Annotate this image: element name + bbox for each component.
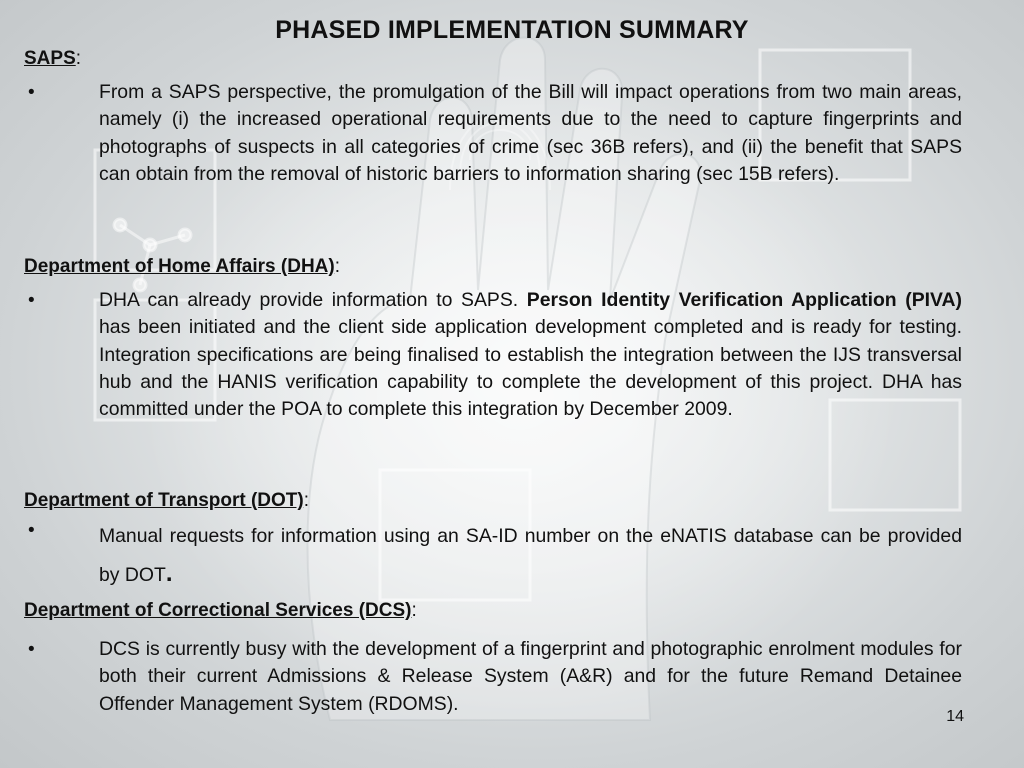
bullet-dha-rest: has been initiated and the client side application development completed and is ready for testing. Integration specifications are being finalised to establish the integration between the IJS transversal hub and the HANIS verification capability to complete the development of this project. DHA has committed under the POA to complete this integration by December 2009. bbox=[99, 316, 962, 421]
slide-title: PHASED IMPLEMENTATION SUMMARY bbox=[275, 16, 749, 44]
section-heading-dha bbox=[24, 256, 340, 278]
heading-colon: : bbox=[334, 256, 340, 277]
bullet-dcs bbox=[24, 636, 962, 718]
bullet-marker: • bbox=[28, 290, 35, 311]
bullet-dot-body: Manual requests for information using an SA-ID number on the eNATIS database can be provided by DOT bbox=[99, 525, 962, 586]
heading-colon: : bbox=[303, 490, 310, 511]
bullet-dha-text bbox=[99, 287, 962, 423]
bullet-dot-end: . bbox=[165, 560, 173, 587]
heading-colon: : bbox=[75, 48, 82, 69]
bullet-saps bbox=[24, 79, 962, 188]
heading-saps-text: SAPS bbox=[24, 48, 76, 69]
bullet-marker: • bbox=[28, 639, 35, 660]
bullet-dcs-text: DCS is currently busy with the development of a fingerprint and photographic enrolment modules for both their current Admissions & Release System (A&R) and for the future Remand Detainee Offender Management System (RDOMS). bbox=[99, 638, 962, 715]
heading-dha-text: Department of Home Affairs (DHA) bbox=[24, 256, 335, 277]
bullet-dha-intro: DHA can already provide information to SAPS. bbox=[99, 289, 527, 311]
bullet-dha-bold: Person Identity Verification Application (PIVA) bbox=[526, 289, 962, 311]
bullet-marker: • bbox=[28, 82, 35, 103]
bullet-saps-text: From a SAPS perspective, the promulgation of the Bill will impact operations from two main areas, namely (i) the increased operational requirements due to the need to capture fingerprints and photographs of suspects in all categories of crime (sec 36B refers), and (ii) the benefit that SAPS can obtain from the removal of historic barriers to information sharing (sec 15B refers). bbox=[99, 81, 962, 185]
section-heading-dot bbox=[24, 490, 309, 512]
page-number: 14 bbox=[946, 708, 964, 725]
section-heading-dcs bbox=[24, 600, 417, 622]
heading-dot-text: Department of Transport (DOT) bbox=[24, 490, 304, 511]
section-heading-saps bbox=[24, 48, 81, 70]
bullet-dha bbox=[24, 287, 962, 423]
bullet-dot-text bbox=[99, 517, 962, 594]
bullet-marker: • bbox=[28, 520, 35, 541]
heading-dcs-text: Department of Correctional Services (DCS) bbox=[24, 600, 412, 621]
bullet-dot bbox=[24, 517, 962, 594]
heading-colon: : bbox=[411, 600, 417, 621]
